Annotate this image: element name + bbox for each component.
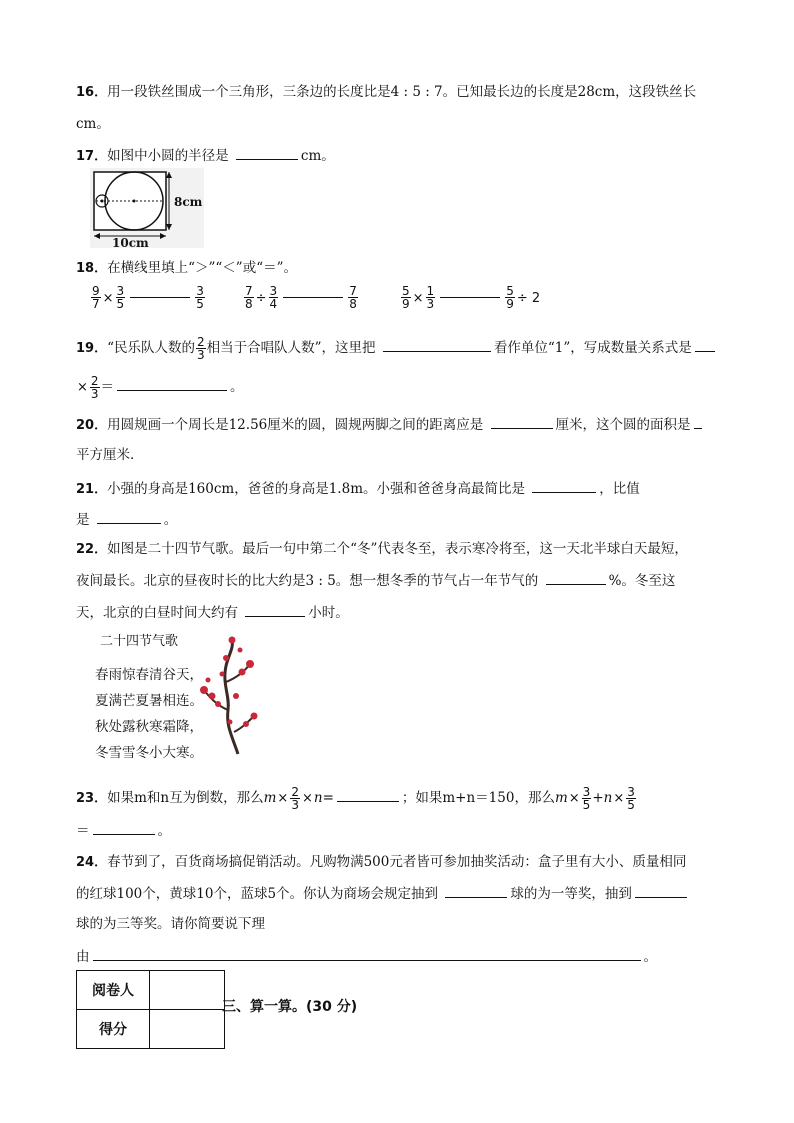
q20-line1: 20．用圆规画一个周长是12.56厘米的圆，圆规两脚之间的距离应是 厘米，这个圆的面积是 bbox=[76, 414, 705, 436]
plum-blossom-image bbox=[196, 636, 258, 756]
q17-text: 如图中小圆的半径是 bbox=[107, 148, 233, 164]
q21-line1: 21．小强的身高是160cm，爸爸的身高是1.8m。小强和爸爸身高最简比是 ，比值 bbox=[76, 478, 640, 500]
q21-line2: 是 。 bbox=[76, 509, 177, 530]
q22-blank-hours[interactable] bbox=[245, 602, 305, 617]
poem-title: 二十四节气歌 bbox=[100, 634, 179, 649]
q17-line bbox=[76, 145, 335, 167]
q16-text: 用一段铁丝围成一个三角形，三条边的长度比是4 : 5 : 7。已知最长边的长度是28cm，这段铁丝长 bbox=[107, 84, 697, 100]
q22-blank-percent[interactable] bbox=[546, 570, 606, 585]
q24-number: 24． bbox=[76, 855, 108, 870]
score-label: 得分 bbox=[77, 1010, 150, 1049]
q19-line1: 19．“民乐队人数的 $\frac{2}{3}$ 相当于合唱队人数”，这里把 看作单位“1”，写成数量关系式是 bbox=[76, 336, 718, 361]
poem-line: 冬雪雪冬小大寒。 bbox=[95, 745, 203, 761]
q24-blank-third-prize[interactable] bbox=[635, 883, 687, 898]
q21-blank-value[interactable] bbox=[97, 509, 161, 524]
poem-line: 春雨惊春清谷天， bbox=[95, 667, 203, 683]
section-heading: 三、算一算。(30 分) bbox=[222, 999, 358, 1015]
q21-blank-ratio[interactable] bbox=[532, 478, 596, 493]
frac: $\frac{9}{7}$ bbox=[92, 284, 100, 311]
q18-text: 在横线里填上“＞”“＜”或“＝”。 bbox=[107, 260, 298, 276]
q18-item-2: $\frac{7}{8}$ ÷ $\frac{3}{4}$ $\frac{7}{8}$ bbox=[245, 284, 357, 311]
grading-table bbox=[76, 970, 225, 1049]
q19-blank-b[interactable] bbox=[117, 376, 227, 391]
poem-line: 秋处露秋寒霜降， bbox=[95, 719, 203, 735]
q19-blank-unit[interactable] bbox=[383, 337, 491, 352]
q24-blank-first-prize[interactable] bbox=[445, 883, 507, 898]
score-cell[interactable] bbox=[150, 1010, 225, 1049]
q17-answer-blank[interactable] bbox=[236, 145, 298, 160]
q19-blank-a[interactable] bbox=[695, 337, 715, 352]
q24-line2: 的红球100个，黄球10个，蓝球5个。你认为商场会规定抽到 球的为一等奖，抽到 bbox=[76, 883, 690, 904]
q22-line2: 夜间最长。北京的昼夜时长的比大约是3 : 5。想一想冬季的节气占一年节气的 %。冬至这 bbox=[76, 570, 675, 591]
q18-blank-3[interactable] bbox=[440, 297, 500, 298]
q24-line3: 球的为三等奖。请你简要说下理 bbox=[76, 916, 265, 932]
q17-width-label: 10cm bbox=[112, 236, 149, 250]
reviewer-cell[interactable] bbox=[150, 971, 225, 1010]
q16-number: 16． bbox=[76, 85, 108, 100]
q22-line1: 22．如图是二十四节气歌。最后一句中第二个“冬”代表冬至，表示寒冷将至，这一天北半球白天最短， bbox=[76, 541, 688, 557]
reviewer-label: 阅卷人 bbox=[77, 971, 150, 1010]
q23-blank-2[interactable] bbox=[93, 820, 155, 835]
q23-line1: 23．如果m和n互为倒数，那么m× $\frac{2}{3}$ ×n= ；如果m+n＝150，那么m× $\frac{3}{5}$ +n× $\frac{3}{5}$ bbox=[76, 785, 635, 812]
q22-number: 22． bbox=[76, 542, 108, 557]
q22-line3: 天，北京的白昼时间大约有 小时。 bbox=[76, 602, 349, 623]
q16-line1 bbox=[76, 82, 696, 103]
q17-number: 17． bbox=[76, 149, 108, 164]
q20-number: 20． bbox=[76, 418, 108, 433]
q18-line bbox=[76, 258, 297, 279]
q21-number: 21． bbox=[76, 482, 108, 497]
q20-blank-area[interactable] bbox=[694, 414, 702, 429]
q18-blank-1[interactable] bbox=[130, 297, 190, 298]
q19-line2: × $\frac{2}{3}$ ＝ 。 bbox=[77, 374, 244, 401]
q24-blank-reason[interactable] bbox=[93, 946, 641, 961]
q19-number: 19． bbox=[76, 341, 108, 356]
q17-unit: cm。 bbox=[300, 148, 335, 164]
q23-line2: ＝ 。 bbox=[76, 820, 171, 841]
q18-number: 18． bbox=[76, 261, 108, 276]
q16-line2 bbox=[76, 114, 110, 134]
q18-item-1: $\frac{9}{7}$ × $\frac{3}{5}$ $\frac{3}{5}$ bbox=[92, 284, 204, 311]
q17-height-label: 8cm bbox=[174, 195, 203, 209]
poem-body bbox=[95, 662, 203, 766]
q23-blank-1[interactable] bbox=[337, 787, 399, 802]
q20-line2: 平方厘米． bbox=[76, 447, 144, 463]
q16-tail: cm。 bbox=[76, 116, 110, 132]
q18-blank-2[interactable] bbox=[283, 297, 343, 298]
q23-number: 23． bbox=[76, 791, 108, 806]
q18-item-3: $\frac{5}{9}$ × $\frac{1}{3}$ $\frac{5}{9}$ ÷ 2 bbox=[402, 284, 541, 311]
q24-line1: 24．春节到了，百货商场搞促销活动。凡购物满500元者皆可参加抽奖活动：盒子里有大小、质量相同 bbox=[76, 854, 687, 870]
q24-line4: 由 。 bbox=[76, 946, 657, 967]
poem-line: 夏满芒夏暑相连。 bbox=[95, 693, 203, 709]
q20-blank-radius[interactable] bbox=[491, 414, 553, 429]
